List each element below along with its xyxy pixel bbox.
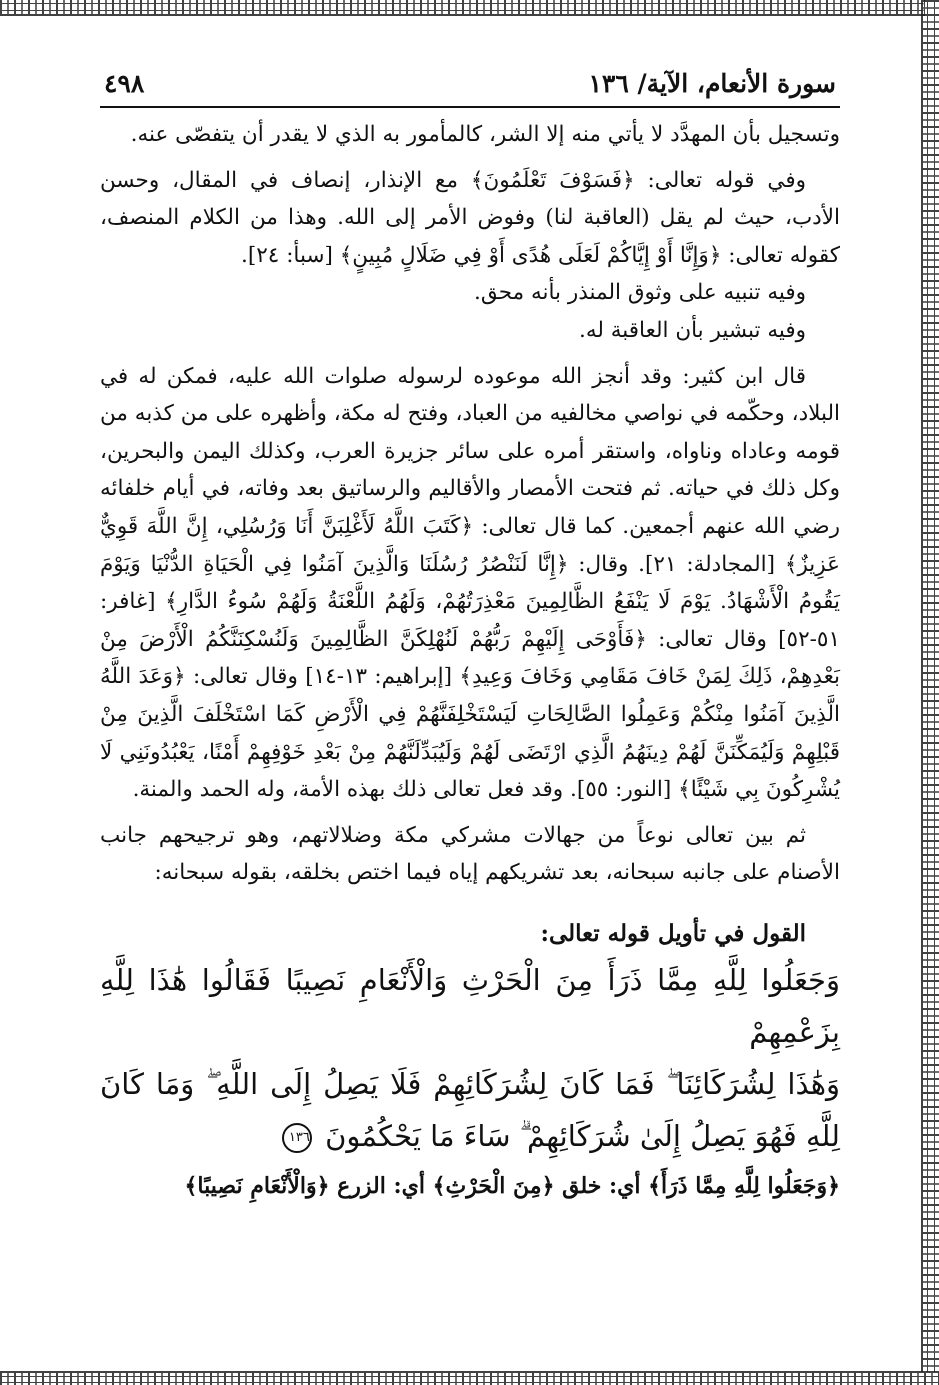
section-heading: القول في تأويل قوله تعالى:	[540, 919, 806, 947]
header-divider	[100, 106, 840, 108]
paragraph: قال ابن كثير: وقد أنجز الله موعوده لرسوله صلوات الله عليه، فمكن له في البلاد، وحكّمه في نواصي مخالفيه من العباد، وفتح له مكة، وأظهره على من كذبه من قومه وعاداه وناواه، واستقر أمره على سائر جزيرة العرب، وكذلك اليمن والبحرين، وكل ذلك في حياته. ثم فتحت الأمصار والأقاليم والرساتيق بعد وفاته، في أيام خلفائه رضي الله عنهم أجمعين. كما قال تعالى: ﴿كَتَبَ اللَّهُ لَأَغْلِبَنَّ أَنَا وَرُسُلِي، إِنَّ اللَّهَ قَوِيٌّ عَزِيزٌ﴾ [المجادلة: ٢١]. وقال: ﴿إِنَّا لَنَنْصُرُ رُسُلَنَا وَالَّذِينَ آمَنُوا فِي الْحَيَاةِ الدُّنْيَا وَيَوْمَ يَقُومُ الْأَشْهَادُ. يَوْمَ لَا يَنْفَعُ الظَّالِمِينَ مَعْذِرَتُهُمْ، وَلَهُمُ اللَّعْنَةُ وَلَهُمْ سُوءُ الدَّارِ﴾ [غافر: ٥١-٥٢] وقال تعالى: ﴿فَأَوْحَى إِلَيْهِمْ رَبُّهُمْ لَنُهْلِكَنَّ الظَّالِمِينَ وَلَنُسْكِنَنَّكُمُ الْأَرْضَ مِنْ بَعْدِهِمْ، ذَلِكَ لِمَنْ خَافَ مَقَامِي وَخَافَ وَعِيدِ﴾ [إبراهيم: ١٣-١٤] وقال تعالى: ﴿وَعَدَ اللَّهُ الَّذِينَ آمَنُوا مِنْكُمْ وَعَمِلُوا الصَّالِحَاتِ لَيَسْتَخْلِفَنَّهُمْ فِي الْأَرْضِ كَمَا اسْتَخْلَفَ الَّذِينَ مِنْ قَبْلِهِمْ وَلَيُمَكِّنَنَّ لَهُمْ دِينَهُمُ الَّذِي ارْتَضَى لَهُمْ وَلَيُبَدِّلَنَّهُمْ مِنْ بَعْدِ خَوْفِهِمْ أَمْنًا، يَعْبُدُونَنِي لَا يُشْرِكُونَ بِي شَيْئًا﴾ [النور: ٥٥]. وقد فعل تعالى ذلك بهذه الأمة، وله الحمد والمنة.	[100, 363, 840, 803]
quran-verse-line-last	[100, 1110, 840, 1162]
quran-verse-block	[100, 954, 840, 1162]
paragraph: وفي قوله تعالى: ﴿فَسَوْفَ تَعْلَمُونَ﴾ مع الإنذار، إنصاف في المقال، وحسن الأدب، حيث لم يقل (العاقبة لنا) وفوض الأمر إلى الله. وهذا من الكلام المنصف، كقوله تعالى: ﴿وَإِنَّا أَوْ إِيَّاكُمْ لَعَلَى هُدًى أَوْ فِي ضَلَالٍ مُبِينٍ﴾ [سبأ: ٢٤].	[100, 167, 840, 268]
quran-verse-text: لِلَّهِ فَهُوَ يَصِلُ إِلَىٰ شُرَكَائِهِمْ ۗ سَاءَ مَا يَحْكُمُونَ	[325, 1118, 840, 1153]
book-page	[100, 62, 840, 1206]
page-body	[100, 116, 840, 1206]
paragraph: وفيه تنبيه على وثوق المنذر بأنه محق.	[474, 280, 806, 306]
commentary-line: ﴿وَجَعَلُوا لِلَّهِ مِمَّا ذَرَأَ﴾ أي: خلق ﴿مِنَ الْحَرْثِ﴾ أي: الزرع ﴿وَالْأَنْعَامِ نَصِيبًا﴾	[184, 1172, 840, 1199]
decorative-border-top	[0, 0, 925, 16]
paragraph: وفيه تبشير بأن العاقبة له.	[579, 317, 806, 343]
paragraph: ثم بين تعالى نوعاً من جهالات مشركي مكة وضلالاتهم، وهو ترجيحهم جانب الأصنام على جانبه سبحانه، بعد تشريكهم إياه فيما اختص بخلقه، بقوله سبحانه:	[100, 822, 840, 886]
quran-verse-line: وَهَٰذَا لِشُرَكَائِنَا ۖ فَمَا كَانَ لِشُرَكَائِهِمْ فَلَا يَصِلُ إِلَى اللَّهِ ۖ وَمَا كَانَ	[100, 1066, 840, 1101]
page-header	[100, 62, 840, 106]
decorative-border-bottom	[0, 1371, 939, 1385]
ayah-number-marker: ١٣٦	[282, 1123, 312, 1153]
decorative-border-right	[921, 0, 939, 1372]
quran-verse-line: وَجَعَلُوا لِلَّهِ مِمَّا ذَرَأَ مِنَ الْحَرْثِ وَالْأَنْعَامِ نَصِيبًا فَقَالُوا هَٰذَا لِلَّهِ بِزَعْمِهِمْ	[100, 962, 840, 1049]
paragraph: وتسجيل بأن المهدَّد لا يأتي منه إلا الشر، كالمأمور به الذي لا يقدر أن يتفصّى عنه.	[130, 122, 840, 147]
page-number: ٤٩٨	[104, 69, 145, 98]
running-title: سورة الأنعام، الآية/ ١٣٦	[588, 69, 836, 98]
